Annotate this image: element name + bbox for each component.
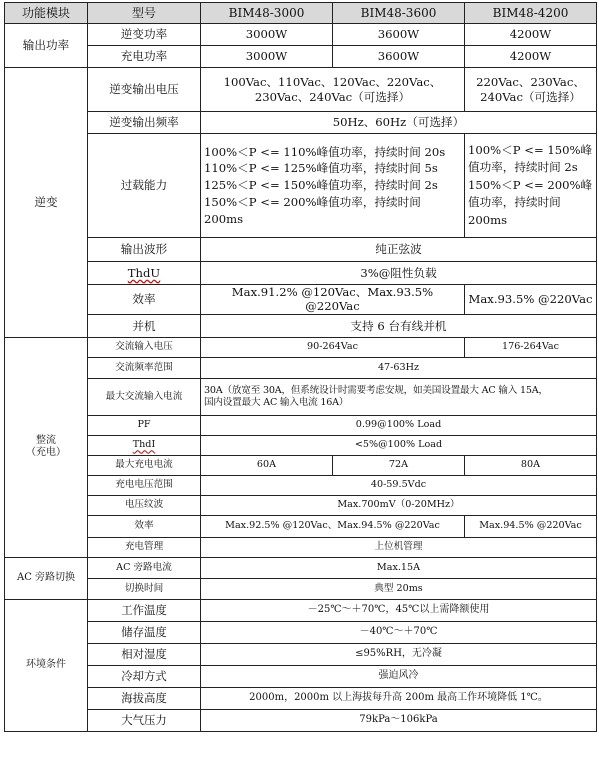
row-label: 效率 xyxy=(88,285,201,315)
cell-value: 176-264Vac xyxy=(465,337,597,357)
module-line: 整流 xyxy=(36,434,56,446)
cell-value: 80A xyxy=(465,455,597,475)
table-row xyxy=(5,665,597,687)
cell-value: 60A xyxy=(201,455,333,475)
header-model-4200: BIM48-4200 xyxy=(465,3,597,24)
header-model-3600: BIM48-3600 xyxy=(333,3,465,24)
header-row xyxy=(5,3,597,24)
cell-value: Max.91.2% @120Vac、Max.93.5% @220Vac xyxy=(201,285,465,315)
text-line: 200ms xyxy=(468,212,508,227)
row-label: 相对湿度 xyxy=(88,643,201,665)
text-line: 150%＜P <= 200%峰 xyxy=(468,177,593,192)
cell-value: 纯正弦波 xyxy=(201,238,597,262)
text-line: 值功率，持续时间 xyxy=(468,195,561,210)
cell-value xyxy=(201,378,597,415)
text-line: 110%＜P <= 125%峰值功率，持续时间 5s xyxy=(204,161,438,176)
cell-value xyxy=(465,68,597,112)
row-label: 切换时间 xyxy=(88,578,201,599)
table-row xyxy=(5,314,597,337)
text-line: 240Vac（可选择） xyxy=(480,89,581,104)
text-line: 220Vac、230Vac、 xyxy=(476,75,585,90)
row-label: 逆变输出电压 xyxy=(88,68,201,112)
row-label: 大气压力 xyxy=(88,709,201,731)
cell-value: 2000m，2000m 以上海拔每升高 200m 最高工作环境降低 1℃。 xyxy=(201,687,597,709)
table-row xyxy=(5,337,597,357)
table-row xyxy=(5,578,597,599)
cell-value: 47-63Hz xyxy=(201,357,597,378)
row-label: 充电管理 xyxy=(88,537,201,557)
cell-value: 0.99@100% Load xyxy=(201,415,597,435)
cell-value: 4200W xyxy=(465,24,597,46)
module-line: （充电） xyxy=(26,447,66,459)
cell-value: －40℃～＋70℃ xyxy=(201,621,597,643)
table-row xyxy=(5,643,597,665)
row-label: 交流频率范围 xyxy=(88,357,201,378)
cell-value: 支持 6 台有线并机 xyxy=(201,314,597,337)
row-label: AC 旁路电流 xyxy=(88,557,201,578)
row-label: 最大充电电流 xyxy=(88,455,201,475)
module-inverter: 逆变 xyxy=(5,68,88,338)
table-row xyxy=(5,46,597,68)
row-label: 输出波形 xyxy=(88,238,201,262)
header-model-3000: BIM48-3000 xyxy=(201,3,333,24)
text-line: 100Vac、110Vac、120Vac、220Vac、 xyxy=(223,75,442,90)
text-line: 150%＜P <= 200%峰值功率，持续时间 200ms xyxy=(204,194,421,226)
table-row xyxy=(5,357,597,378)
table-row xyxy=(5,285,597,315)
table-row xyxy=(5,134,597,238)
cell-value: 50Hz、60Hz（可选择） xyxy=(201,112,597,134)
cell-value: ≤95%RH，无冷凝 xyxy=(201,643,597,665)
row-label-text: ThdU xyxy=(127,265,161,280)
cell-value: 上位机管理 xyxy=(201,537,597,557)
text-line: 100%＜P <= 150%峰 xyxy=(468,143,593,158)
cell-value xyxy=(201,134,465,238)
cell-value: 典型 20ms xyxy=(201,578,597,599)
header-model: 型号 xyxy=(88,3,201,24)
cell-value: Max.93.5% @220Vac xyxy=(465,285,597,315)
row-label: 逆变功率 xyxy=(88,24,201,46)
cell-value: 3%@阻性负载 xyxy=(201,262,597,285)
cell-value: 3600W xyxy=(333,46,465,68)
cell-value xyxy=(201,68,465,112)
row-label: 工作温度 xyxy=(88,599,201,621)
table-row xyxy=(5,537,597,557)
text-line: 230Vac、240Vac（可选择） xyxy=(254,89,411,104)
table-row xyxy=(5,262,597,285)
text-line: 国内设置最大 AC 输入电流 16A） xyxy=(204,396,349,408)
row-label: 冷却方式 xyxy=(88,665,201,687)
row-label: 充电功率 xyxy=(88,46,201,68)
cell-value: 79kPa～106kPa xyxy=(201,709,597,731)
row-label: 电压纹波 xyxy=(88,495,201,515)
row-label: 储存温度 xyxy=(88,621,201,643)
table-row xyxy=(5,515,597,537)
cell-value: Max.700mV（0-20MHz） xyxy=(201,495,597,515)
table-row xyxy=(5,435,597,455)
cell-value: －25℃～＋70℃，45℃以上需降额使用 xyxy=(201,599,597,621)
module-rectifier xyxy=(5,337,88,557)
table-row xyxy=(5,621,597,643)
table-row xyxy=(5,112,597,134)
row-label: 逆变输出频率 xyxy=(88,112,201,134)
table-row xyxy=(5,475,597,495)
text-line: 100%＜P <= 110%峰值功率，持续时间 20s xyxy=(204,144,446,159)
cell-value: <5%@100% Load xyxy=(201,435,597,455)
table-row xyxy=(5,238,597,262)
table-row xyxy=(5,687,597,709)
row-label: 并机 xyxy=(88,314,201,337)
cell-value: 40-59.5Vdc xyxy=(201,475,597,495)
module-output-power: 输出功率 xyxy=(5,24,88,68)
cell-value: 3000W xyxy=(201,46,333,68)
table-row xyxy=(5,415,597,435)
table-row xyxy=(5,378,597,415)
cell-value: Max.94.5% @220Vac xyxy=(465,515,597,537)
cell-value: Max.92.5% @120Vac、Max.94.5% @220Vac xyxy=(201,515,465,537)
cell-value: 90-264Vac xyxy=(201,337,465,357)
text-line: 125%＜P <= 150%峰值功率，持续时间 2s xyxy=(204,178,438,193)
cell-value: 4200W xyxy=(465,46,597,68)
module-environment: 环境条件 xyxy=(5,599,88,731)
row-label: 效率 xyxy=(88,515,201,537)
table-row xyxy=(5,24,597,46)
text-line: 30A（放宽至 30A，但系统设计时需要考虑安规，如美国设置最大 AC 输入 15A， xyxy=(204,384,548,396)
row-label: 海拔高度 xyxy=(88,687,201,709)
text-line: 值功率，持续时间 2s xyxy=(468,160,578,175)
table-row xyxy=(5,709,597,731)
row-label: 过载能力 xyxy=(88,134,201,238)
cell-value: 72A xyxy=(333,455,465,475)
header-module: 功能模块 xyxy=(5,3,88,24)
row-label xyxy=(88,435,201,455)
table-row xyxy=(5,455,597,475)
table-row xyxy=(5,495,597,515)
row-label: 最大交流输入电流 xyxy=(88,378,201,415)
row-label xyxy=(88,262,201,285)
cell-value: 3000W xyxy=(201,24,333,46)
table-row xyxy=(5,557,597,578)
table-row xyxy=(5,68,597,112)
spec-table xyxy=(4,2,597,732)
row-label: 交流输入电压 xyxy=(88,337,201,357)
cell-value: 3600W xyxy=(333,24,465,46)
row-label-text: ThdI xyxy=(132,439,156,451)
table-row xyxy=(5,599,597,621)
row-label: PF xyxy=(88,415,201,435)
cell-value: 强迫风冷 xyxy=(201,665,597,687)
module-ac-bypass: AC 旁路切换 xyxy=(5,557,88,599)
cell-value xyxy=(465,134,597,238)
cell-value: Max.15A xyxy=(201,557,597,578)
row-label: 充电电压范围 xyxy=(88,475,201,495)
